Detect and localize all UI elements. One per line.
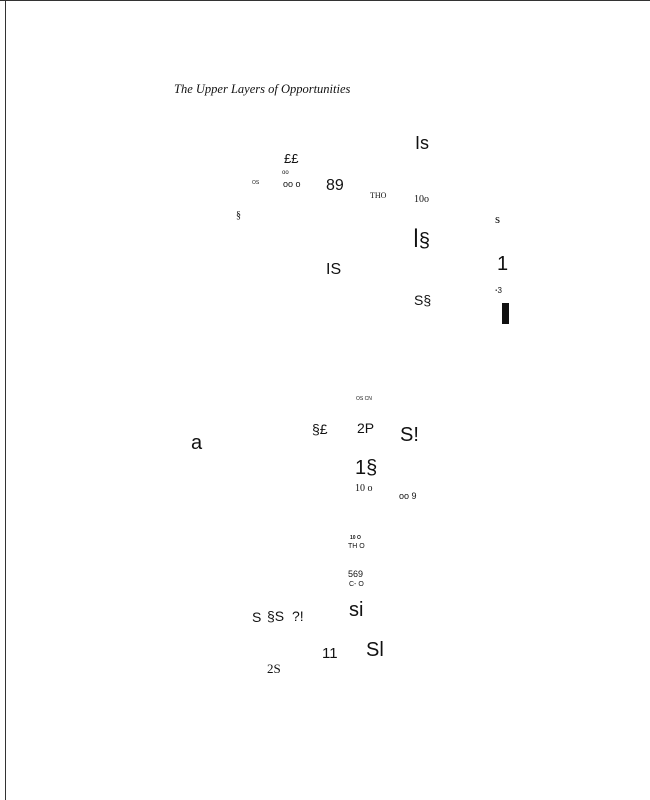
text-fragment: ꞏ3: [495, 286, 502, 295]
glyph-fragment: 1: [497, 253, 509, 275]
text-fragment: OS CN: [356, 396, 372, 402]
glyph-fragment: 89: [326, 177, 344, 194]
glyph-fragment: si: [349, 599, 364, 621]
text-fragment: oo 9: [399, 491, 417, 501]
glyph-fragment: a: [191, 432, 203, 454]
text-fragment: 10 o: [355, 483, 373, 494]
text-fragment: 569: [348, 569, 364, 579]
glyph-fragment: 11: [322, 645, 338, 662]
glyph-fragment: Is: [415, 133, 430, 153]
text-fragment: 10 O: [350, 535, 361, 541]
glyph-fragment: ££: [284, 151, 299, 166]
text-fragment: 10o: [414, 194, 429, 205]
glyph-fragment: 2P: [357, 420, 375, 436]
glyph-fragment: §S: [267, 608, 285, 624]
glyph-fragment: ꟾ§: [413, 230, 431, 252]
glyph-fragment: 2S: [267, 661, 281, 676]
glyph-fragment: 1§: [355, 457, 378, 479]
text-fragment: C- O: [349, 581, 364, 588]
glyph-fragment: S!: [400, 424, 419, 446]
glyph-fragment: §: [236, 210, 241, 221]
glyph-fragment: ?!: [292, 608, 304, 624]
black-bar: [502, 303, 509, 324]
text-fragment: OS: [252, 180, 260, 186]
text-fragment: oo: [282, 170, 289, 176]
page-border-left: [5, 0, 6, 800]
glyph-fragment: IS: [326, 261, 342, 278]
page-title: The Upper Layers of Opportunities: [174, 82, 351, 96]
text-fragment: TH O: [348, 543, 365, 550]
glyph-fragment: §£: [312, 421, 328, 437]
glyph-fragment: Sl: [366, 639, 384, 661]
glyph-fragment: S: [252, 609, 262, 625]
text-fragment: THO: [370, 191, 387, 200]
page-border-top: [0, 0, 650, 1]
text-fragment: oo o: [283, 179, 301, 189]
glyph-fragment: s: [495, 211, 501, 226]
glyph-fragment: S§: [414, 292, 432, 308]
